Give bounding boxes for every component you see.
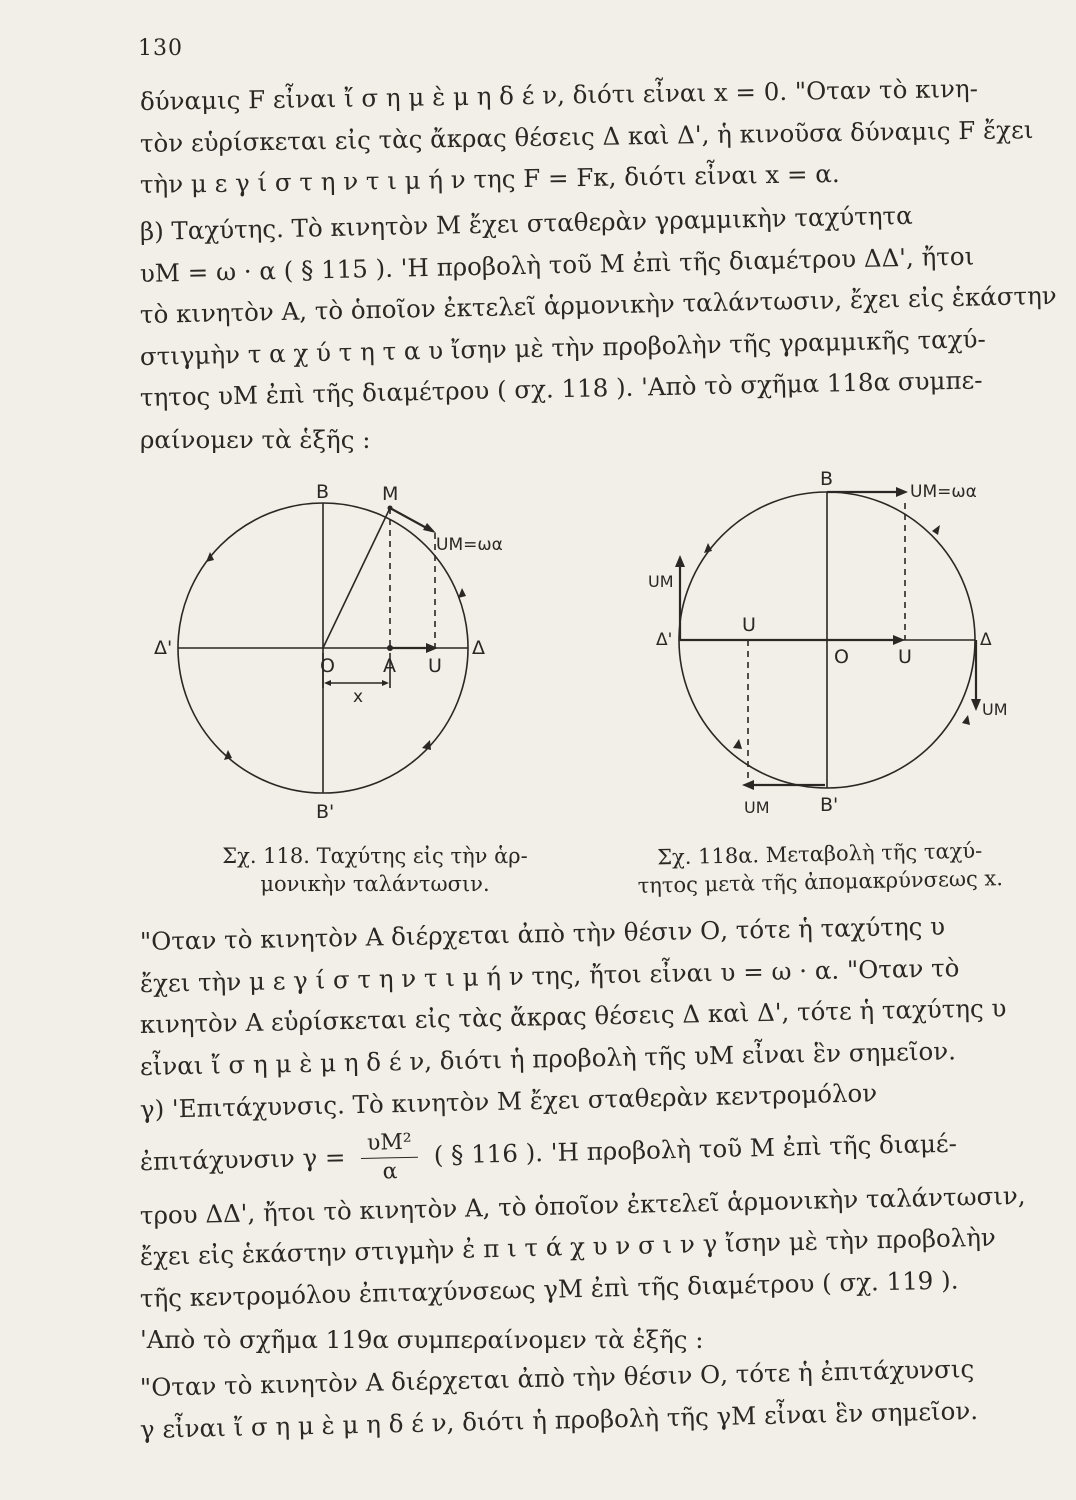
label-o: O (834, 646, 849, 668)
label-u: U (428, 655, 442, 677)
page-number: 130 (138, 36, 183, 61)
direction-arrow-icon (932, 525, 940, 535)
formula-suffix: ( § 116 ). 'Η προβολὴ τοῦ Μ ἐπὶ τῆς διαμέ- (433, 1128, 958, 1170)
label-o: O (320, 655, 335, 677)
label-a: A (383, 655, 396, 677)
formula-numerator: υΜ² (361, 1130, 418, 1158)
arrowhead-x-left-icon (324, 680, 331, 686)
direction-arrow-icon (458, 588, 466, 598)
arrowhead-um-right-icon (971, 699, 981, 711)
label-b-prime: B' (820, 794, 839, 816)
arrowhead-um-icon (423, 523, 436, 533)
label-um: UM=ωα (436, 535, 503, 555)
text-line: στιγμὴν τ α χ ύ τ η τ α υ ἴσην μὲ τὴν προβολὴν τῆς γραμμικῆς ταχύ- (139, 323, 986, 371)
point-m-dot (388, 506, 393, 511)
figure-118a-drawing (679, 492, 976, 788)
label-um-bottom: UM (744, 798, 770, 817)
paragraph-bottom (139, 1354, 1035, 1444)
text-line: "Οταν τὸ κινητὸν Α διέρχεται ἀπὸ τὴν θέσιν Ο, τότε ἡ ταχύτης υ (139, 911, 946, 956)
label-x: x (353, 687, 364, 707)
section-heading: β) Ταχύτης. Τὸ κινητὸν Μ ἔχει σταθερὰν γραμμικὴν ταχύτητα (139, 200, 913, 246)
label-m: M (382, 483, 399, 505)
direction-arrow-icon (962, 715, 970, 725)
arrowhead-um-left-icon (675, 555, 685, 567)
label-delta-prime: Δ' (154, 637, 173, 659)
text-line: τὴν μ ε γ ί σ τ η ν τ ι μ ή ν της F = Fκ, διότι εἶναι x = α. (139, 159, 840, 199)
text-line: "Οταν τὸ κινητὸν Α διέρχεται ἀπὸ τὴν θέσιν Ο, τότε ἡ ἐπιτάχυνσις (139, 1354, 975, 1402)
paragraph-middle (139, 911, 1035, 1081)
text-line: τῆς κεντρομόλου ἐπιταχύνσεως γΜ ἐπὶ τῆς διαμέτρου ( σχ. 119 ). (139, 1265, 959, 1313)
caption-figure-118a (599, 835, 1040, 901)
figure-118-drawing (178, 503, 468, 793)
formula-denominator: α (382, 1158, 398, 1185)
label-b: B (316, 481, 330, 503)
arrowhead-um-top-icon (896, 487, 908, 497)
section-acceleration (139, 1078, 1035, 1355)
label-u-right: U (898, 646, 912, 668)
text-line: κινητὸν Α εὑρίσκεται εἰς τὰς ἄκρας θέσεις Δ καὶ Δ', τότε ἡ ταχύτης υ (139, 993, 1007, 1039)
text-line: εἶναι ἴ σ η μ ὲ μ η δ έ ν, διότι ἡ προβολὴ τῆς υΜ εἶναι ἓν σημεῖον. (139, 1035, 957, 1081)
caption-line: μονικὴν ταλάντωσιν. (260, 872, 490, 897)
label-um-left: UM (648, 572, 674, 591)
text-line: υΜ = ω · α ( § 115 ). 'Η προβολὴ τοῦ Μ ἐπὶ τῆς διαμέτρου ΔΔ', ἤτοι (139, 241, 975, 288)
label-b-prime: B' (316, 801, 335, 823)
radius-om (323, 508, 390, 648)
formula-fraction (361, 1130, 419, 1185)
formula-line (139, 1116, 1035, 1190)
direction-arrow-icon (422, 740, 431, 750)
label-b: B (820, 468, 834, 490)
caption-line: Σχ. 118. Ταχύτης εἰς τὴν ἁρ- (222, 844, 528, 868)
text-line: ἔχει τὴν μ ε γ ί σ τ η ν τ ι μ ή ν της, ἤτοι εἶναι υ = ω · α. "Οταν τὸ (139, 952, 960, 998)
caption-line: Σχ. 118α. Μεταβολὴ τῆς ταχύ- (656, 838, 983, 870)
label-um-top: UM=ωα (910, 482, 977, 502)
arrowhead-u-icon (426, 643, 438, 653)
formula-prefix: ἐπιτάχυνσιν γ = (139, 1142, 346, 1176)
label-u-left: U (742, 614, 756, 636)
text-line: δύναμις F εἶναι ἴ σ η μ ὲ μ η δ έ ν, διότι εἶναι x = 0. "Οταν τὸ κινη- (139, 73, 979, 116)
text-line: ἔχει εἰς ἑκάστην στιγμὴν ἐ π ι τ ά χ υ ν σ ι ν γ ἴσην μὲ τὴν προβολὴν (139, 1222, 997, 1272)
label-um-right: UM (982, 700, 1008, 719)
text-line: τρου ΔΔ', ἤτοι τὸ κινητὸν Α, τὸ ὁποῖον ἐκτελεῖ ἁρμονικὴν ταλάντωσιν, (139, 1180, 1026, 1230)
text-line: τητος υΜ ἐπὶ τῆς διαμέτρου ( σχ. 118 ). 'Απὸ τὸ σχῆμα 118α συμπε- (139, 365, 983, 412)
section-velocity (139, 200, 1057, 454)
arrowhead-u-icon (893, 635, 905, 645)
caption-line: τητος μετὰ τῆς ἀπομακρύνσεως x. (637, 866, 1004, 899)
direction-arrow-icon (733, 739, 742, 749)
label-delta: Δ (472, 637, 485, 659)
arrowhead-x-right-icon (382, 680, 389, 686)
figure-118 (140, 478, 560, 828)
text-line: τὸ κινητὸν Α, τὸ ὁποῖον ἐκτελεῖ ἁρμονικὴν ταλάντωσιν, ἔχει εἰς ἑκάστην (139, 280, 1057, 329)
figure-118a (640, 465, 1050, 825)
arrowhead-um-bottom-icon (742, 780, 754, 790)
text-line: ραίνομεν τὰ ἑξῆς : (140, 424, 371, 454)
label-delta-prime: Δ' (656, 630, 673, 650)
text-line: 'Απὸ τὸ σχῆμα 119α συμπεραίνομεν τὰ ἑξῆς : (140, 1325, 704, 1355)
point-a-dot (387, 645, 393, 651)
section-heading: γ) 'Επιτάχυνσις. Τὸ κινητὸν Μ ἔχει σταθερὰν κεντρομόλον (139, 1078, 878, 1124)
paragraph-top (139, 73, 1035, 199)
caption-figure-118 (185, 842, 565, 899)
label-delta: Δ (980, 630, 992, 650)
text-line: τὸν εὑρίσκεται εἰς τὰς ἄκρας θέσεις Δ καὶ Δ', ἡ κινοῦσα δύναμις F ἔχει (139, 114, 1034, 158)
text-line: γ εἶναι ἴ σ η μ ὲ μ η δ έ ν, διότι ἡ προβολὴ τῆς γΜ εἶναι ἓν σημεῖον. (139, 1395, 979, 1444)
